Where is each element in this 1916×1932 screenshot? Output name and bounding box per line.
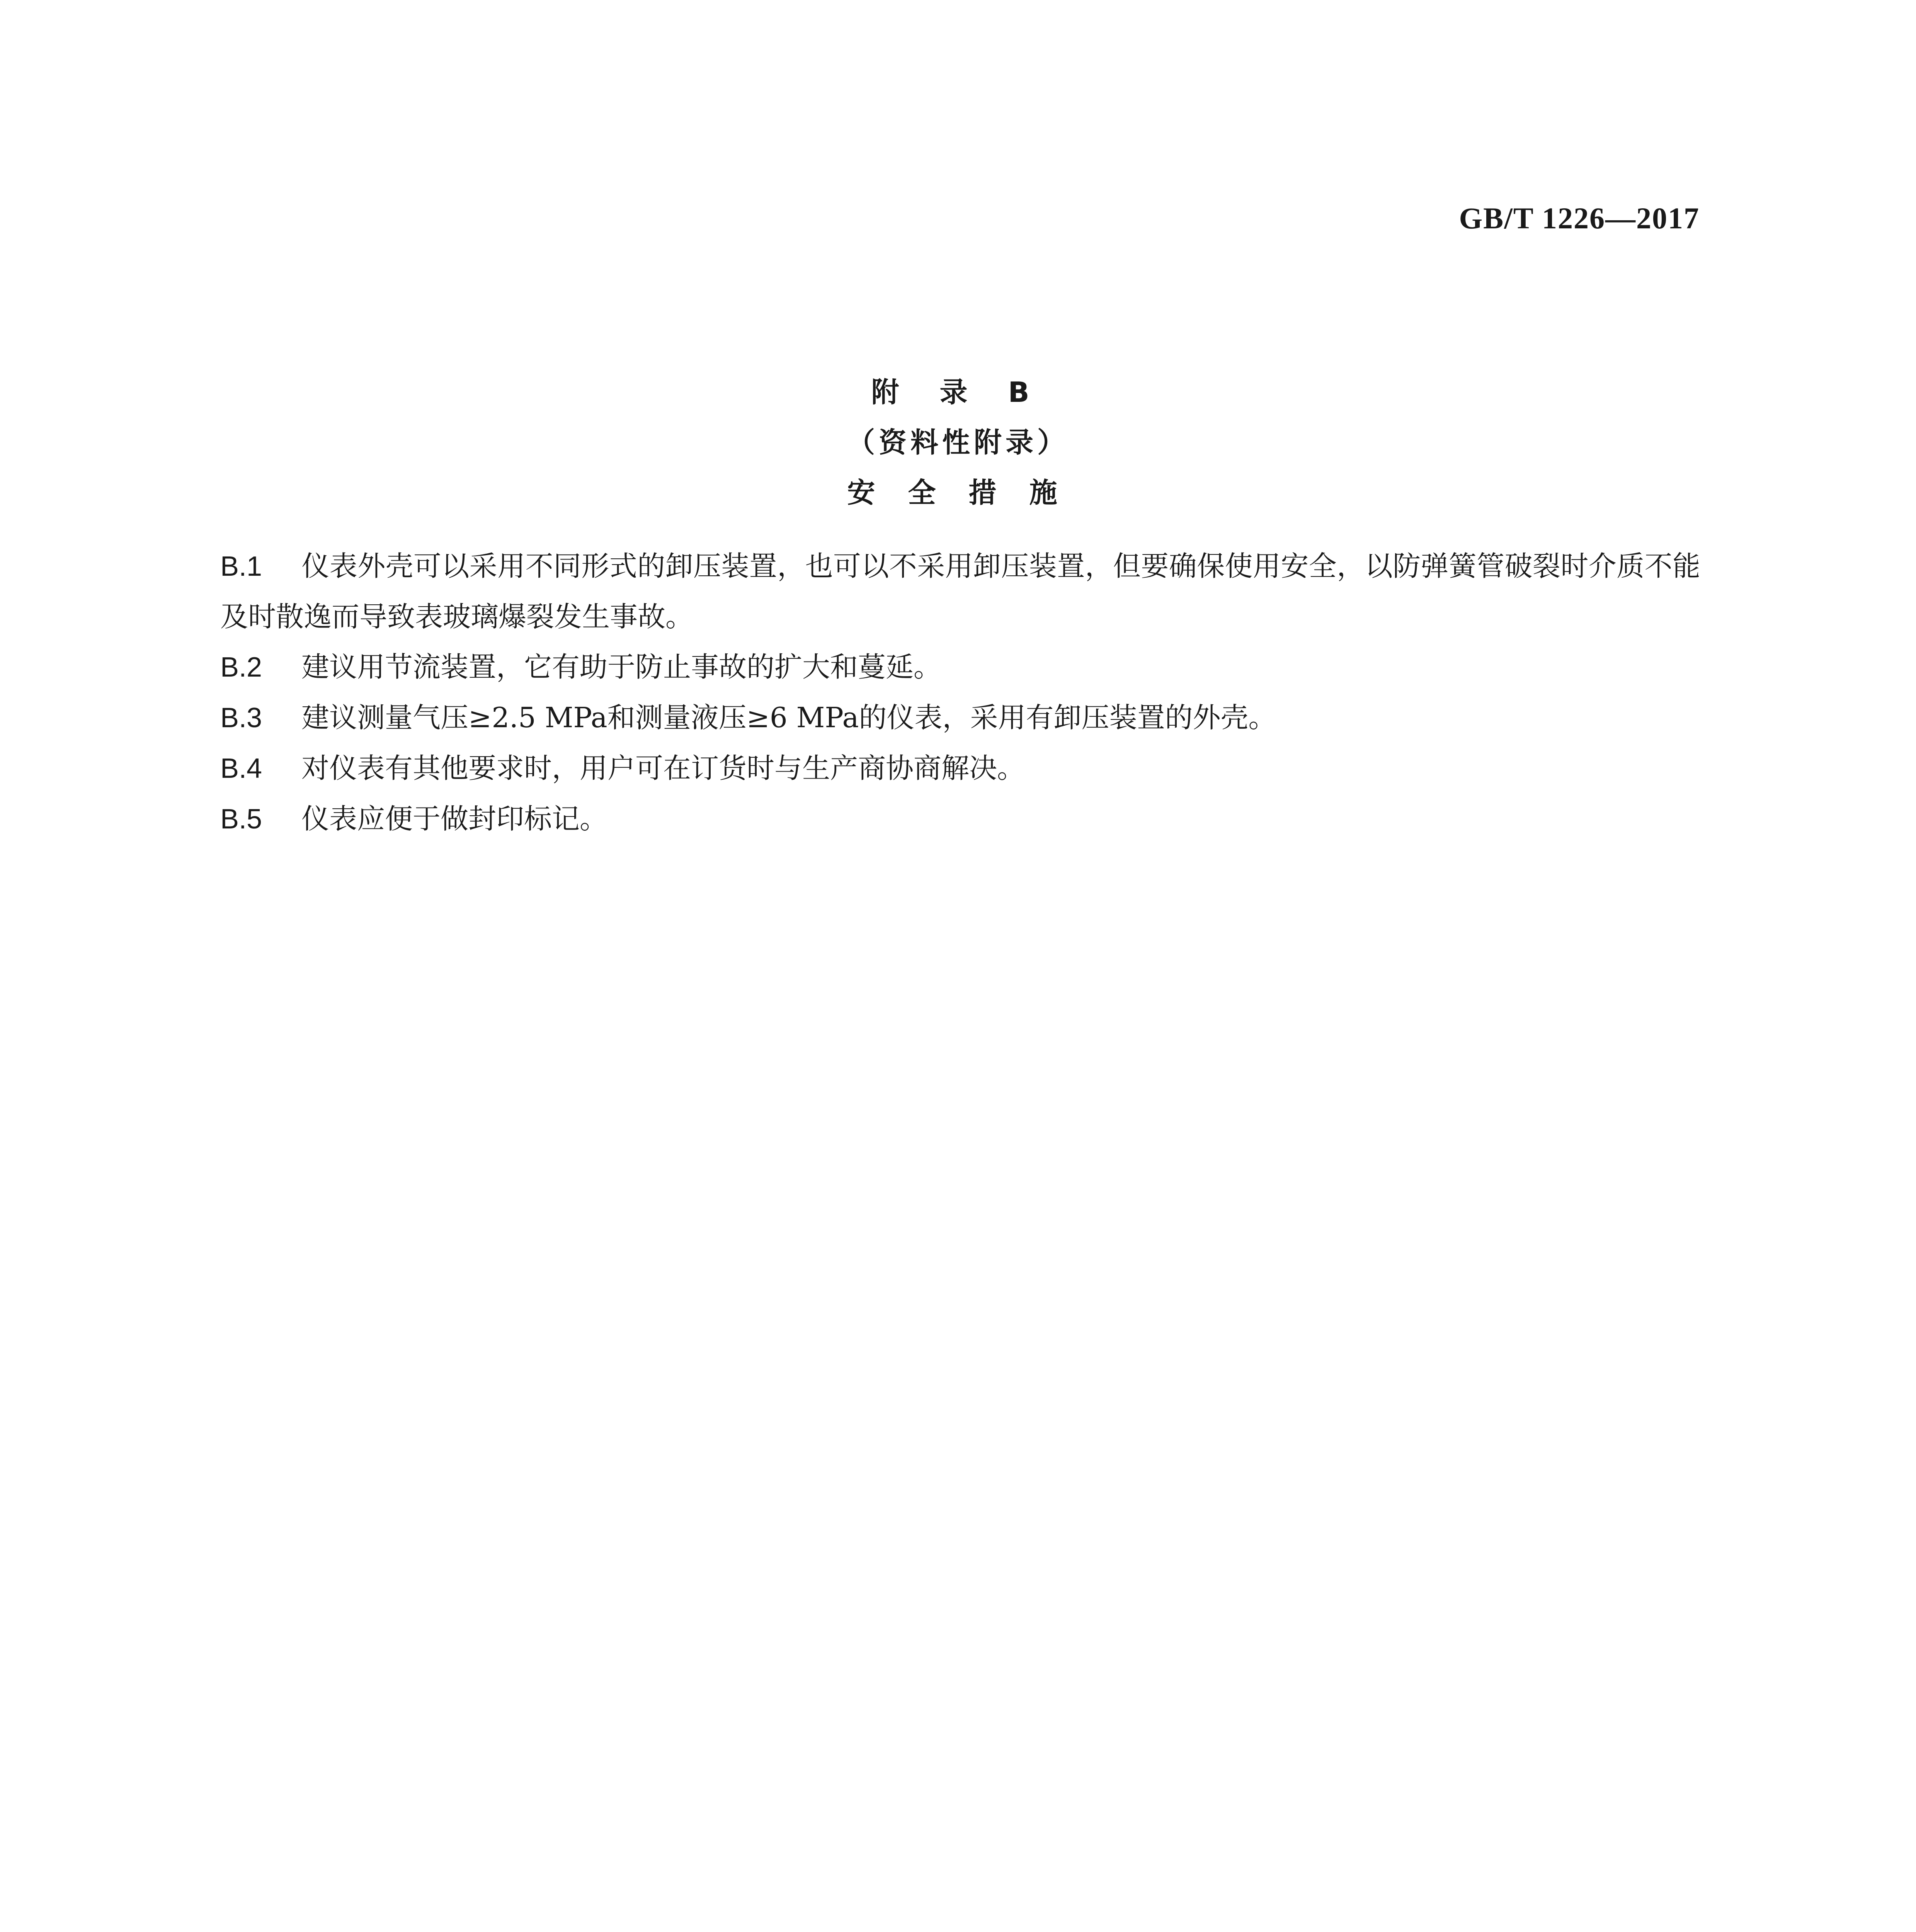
clause-text: 建议测量气压≥2.5 MPa和测量液压≥6 MPa的仪表，采用有卸压装置的外壳。 [301,701,1276,734]
clause-number: B.2 [220,652,262,683]
clause-b1 [220,541,1700,642]
annex-type: （资料性附录） [847,426,1069,459]
standard-code: GB/T 1226—2017 [1459,201,1700,235]
annex-title: 附 录 B [871,376,1045,408]
clause-text: 仪表外壳可以采用不同形式的卸压装置，也可以不采用卸压装置，但要确保使用安全，以防弹簧管破裂时介质不能及时散逸而导致表玻璃爆裂发生事故。 [220,550,1700,633]
clause-number: B.3 [220,702,262,733]
clause-b5 [220,794,1700,844]
clause-text: 对仪表有其他要求时，用户可在订货时与生产商协商解决。 [301,752,1025,784]
annex-heading [0,367,1916,518]
clause-number: B.1 [220,551,262,582]
clause-b4 [220,743,1700,794]
clause-list [220,541,1700,844]
annex-name: 安 全 措 施 [847,476,1069,509]
clause-number: B.4 [220,753,262,784]
clause-text: 建议用节流装置，它有助于防止事故的扩大和蔓延。 [301,651,942,683]
clause-b2 [220,642,1700,692]
clause-text: 仪表应便于做封印标记。 [301,803,608,835]
clause-number: B.5 [220,804,262,835]
clause-b3 [220,692,1700,743]
